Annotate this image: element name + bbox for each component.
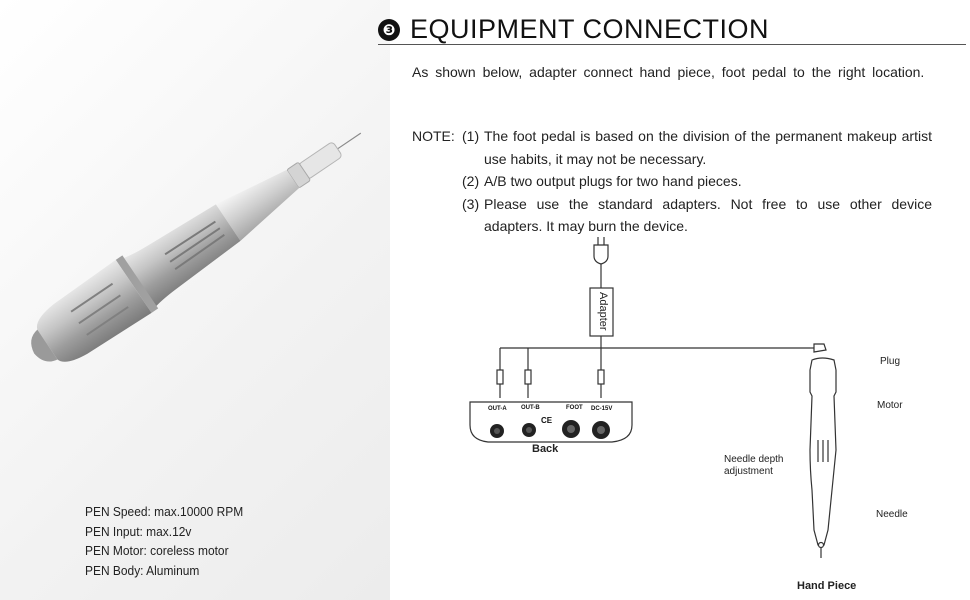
note-text: The foot pedal is based on the division of the permanent makeup artist use habits, it may not be necessary. [484,128,932,167]
needle-callout: Needle [876,509,908,520]
note-text: Please use the standard adapters. Not free to use other device adapters. It may burn the device. [484,195,932,234]
port-label-out-b: OUT-B [521,405,540,411]
section-title: EQUIPMENT CONNECTION [410,14,770,44]
hand-piece-label: Hand Piece [797,580,857,592]
section-number-badge: ❸ [378,19,400,41]
plug-callout: Plug [880,356,901,367]
port-plug-b-icon [525,370,531,398]
spec-body: PEN Body: Aluminum [85,562,200,578]
hand-piece-illustration [810,344,836,558]
ce-mark: CE [541,416,553,425]
spec-motor: PEN Motor: coreless motor [85,543,229,558]
motor-callout: Motor [877,400,903,411]
port-label-dc: DC-15V [591,406,613,412]
spec-input: PEN Input: max.12v [85,523,192,539]
intro-paragraph: As shown below, adapter connect hand piece, foot pedal to the right location. [412,64,925,80]
power-plug-icon [594,237,608,264]
port-label-foot: FOOT [566,405,583,411]
port-plug-a-icon [497,370,503,398]
needle-depth-callout: Needle depth adjustment [724,454,784,477]
note-number: (1) [462,128,480,144]
note-label: NOTE: [412,128,455,144]
note-number: (3) [462,195,480,212]
adapter-label: Adapter [597,292,609,331]
back-label: Back [532,443,559,455]
note-number: (2) [462,173,480,189]
note-text: A/B two output plugs for two hand pieces. [484,173,742,189]
port-label-out-a: OUT-A [488,406,507,412]
port-plug-dc-icon [598,370,604,398]
spec-speed: PEN Speed: max.10000 RPM [85,504,244,519]
